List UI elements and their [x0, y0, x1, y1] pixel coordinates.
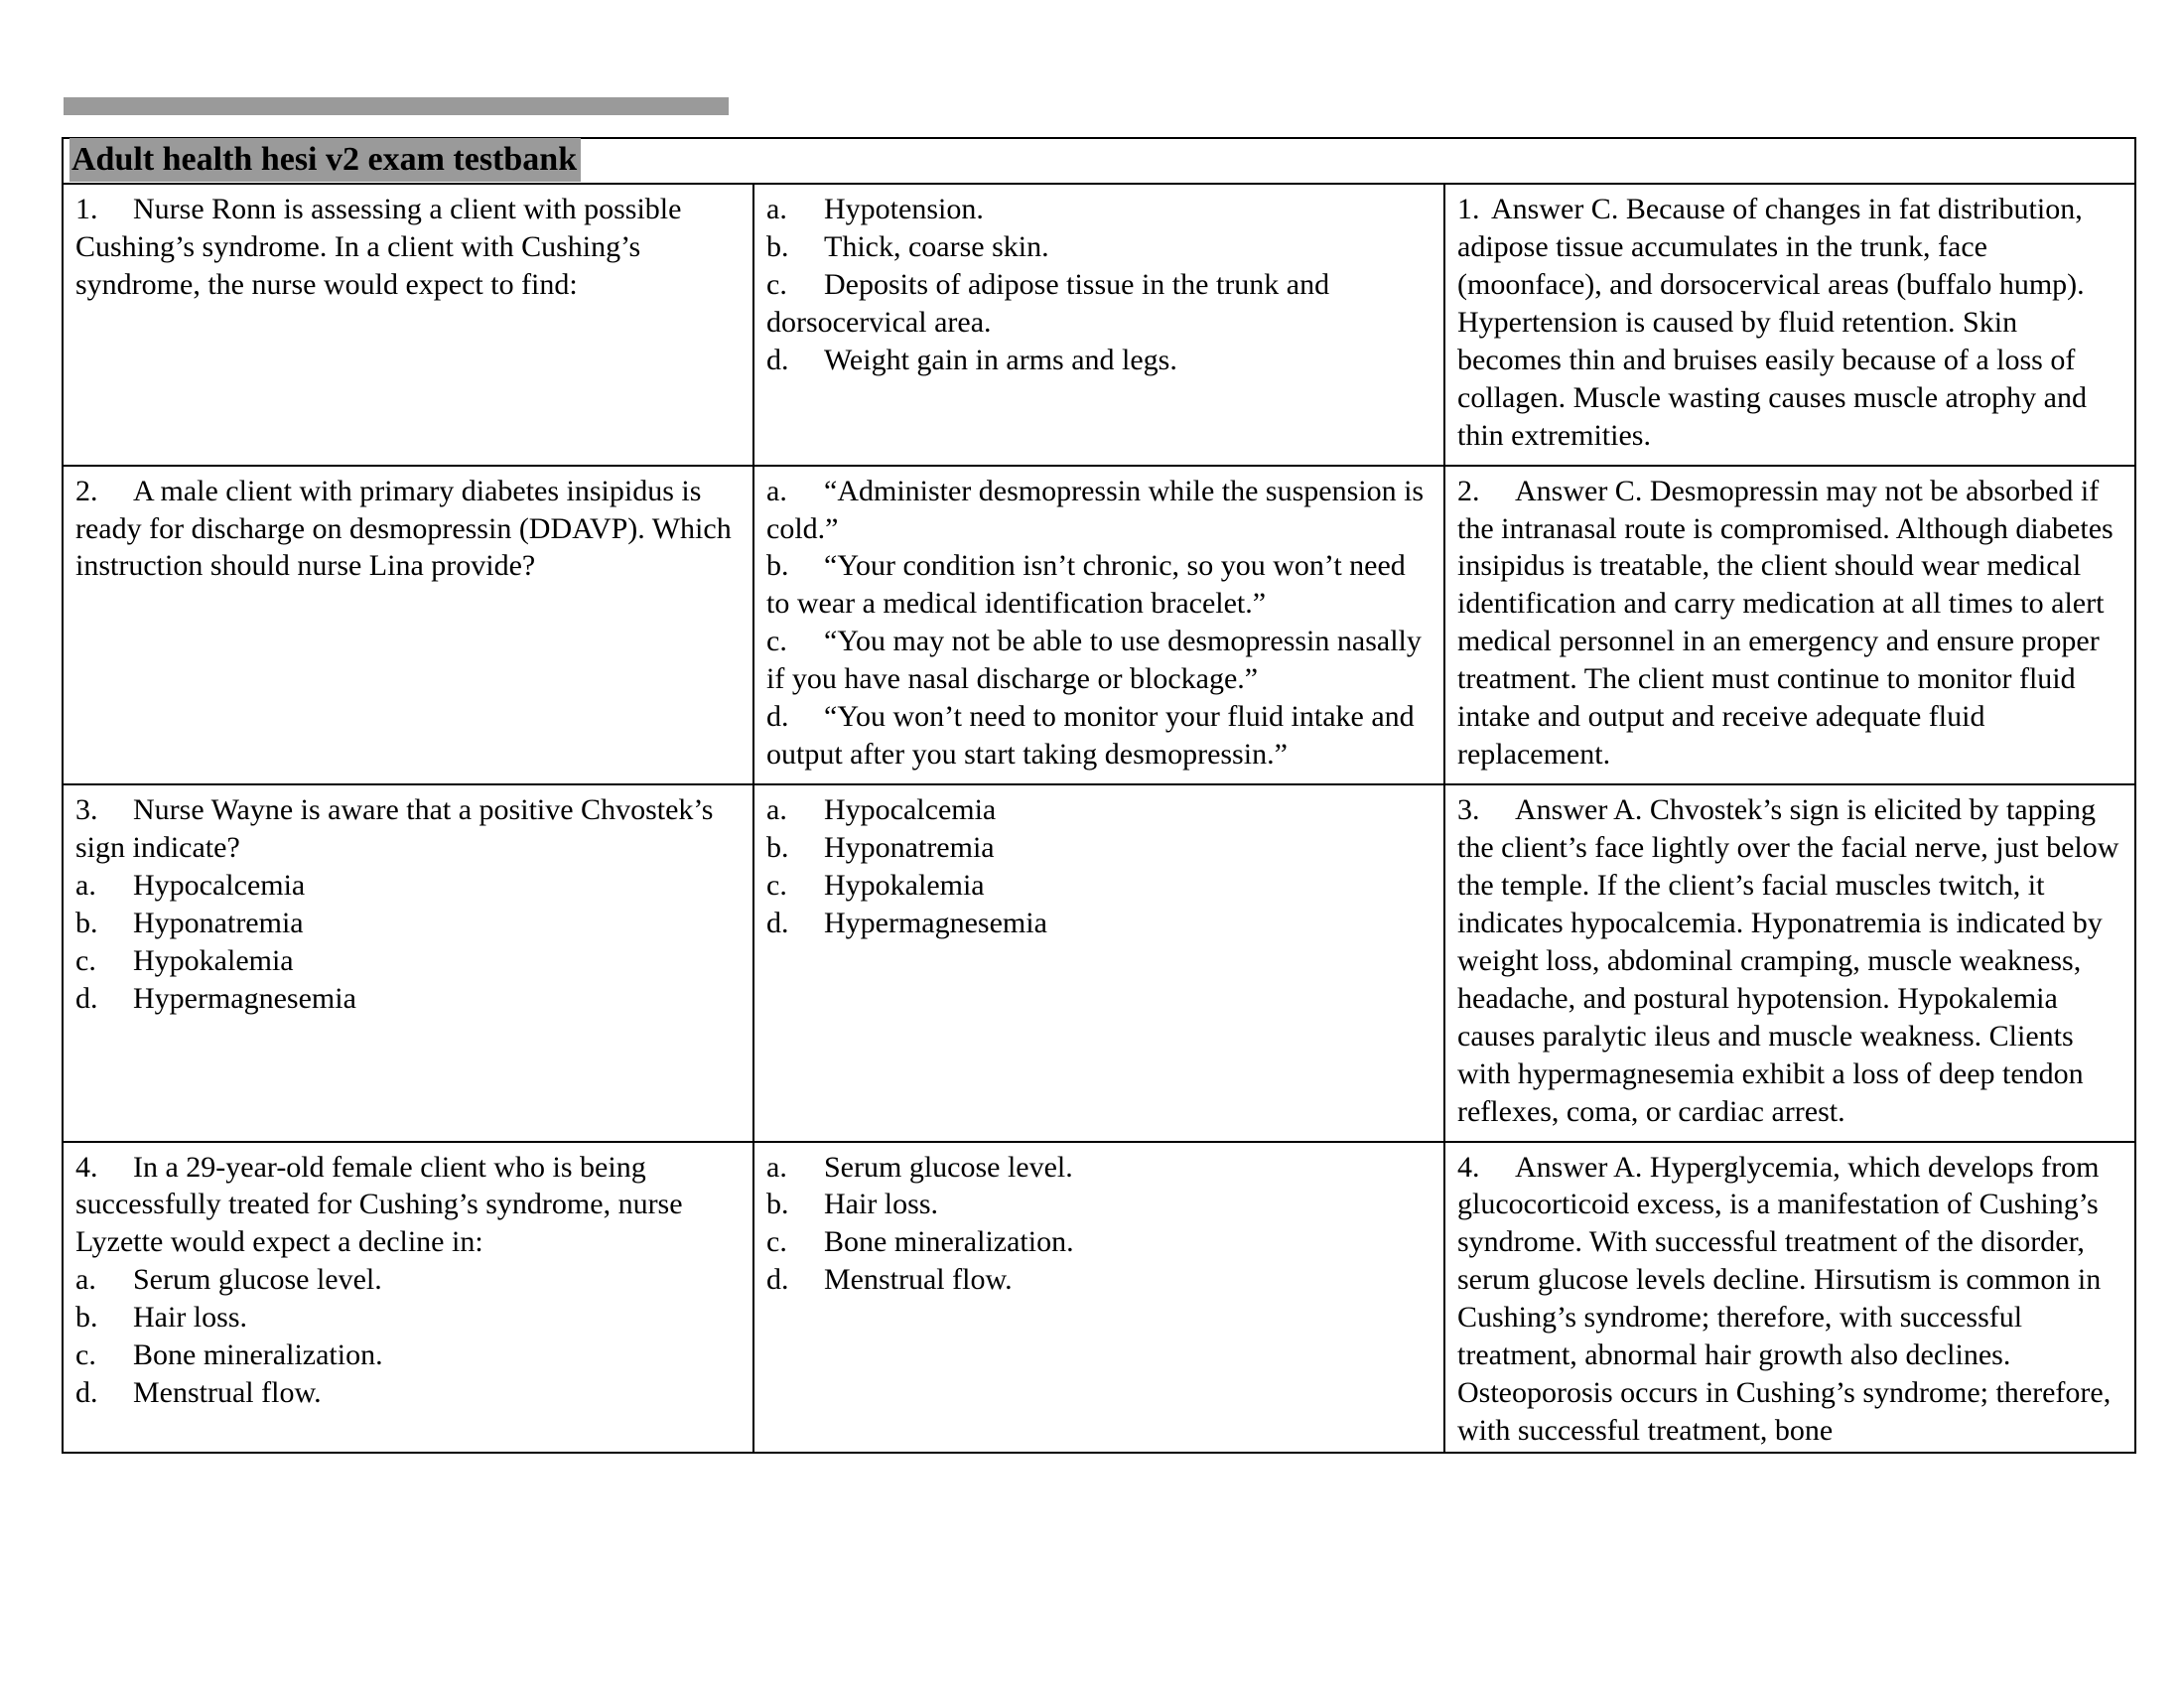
question-cell [63, 184, 753, 466]
question-stem [75, 473, 743, 586]
option-item [766, 698, 1433, 774]
title-cell [63, 138, 2135, 184]
question-cell [63, 466, 753, 785]
table-title-row [63, 138, 2135, 184]
title-highlight-bar [64, 97, 729, 115]
exam-question-table [62, 137, 2136, 1454]
answer-text: Answer C. Desmopressin may not be absorbed if the intranasal route is compromised. Although diabetes insipidus is treatable, the client should wear medical identification and carry medication at all times to alert medical personnel in an emergency and ensure proper treatment. The client must continue to monitor fluid intake and output and receive adequate fluid replacement. [1457, 474, 2114, 772]
option-letter: c. [766, 868, 787, 902]
answer-rationale [1457, 791, 2124, 1130]
option-text: Hypokalemia [824, 868, 985, 902]
option-letter: c. [766, 1225, 787, 1259]
question-stem [75, 1149, 743, 1262]
option-letter: d. [766, 906, 789, 939]
option-item [766, 228, 1433, 266]
option-text: Hair loss. [824, 1188, 938, 1221]
option-letter: b. [766, 831, 789, 864]
option-letter: c. [75, 1338, 96, 1372]
option-text: Hyponatremia [133, 906, 304, 939]
option-item [766, 473, 1433, 548]
answer-number: 1. [1457, 193, 1480, 225]
option-text: Thick, coarse skin. [824, 229, 1049, 263]
option-text: “You won’t need to monitor your fluid intake and output after you start taking desmopressin.” [766, 700, 1415, 772]
options-cell [753, 184, 1444, 466]
option-item [766, 829, 1433, 867]
option-letter: b. [75, 906, 98, 939]
question-inline-option [75, 1299, 743, 1336]
option-text: Menstrual flow. [133, 1376, 322, 1410]
answer-rationale [1457, 1149, 2124, 1451]
page-title: Adult health hesi v2 exam testbank [69, 138, 581, 182]
option-letter: a. [766, 1150, 787, 1184]
option-item [766, 905, 1433, 942]
options-cell [753, 466, 1444, 785]
option-letter: b. [766, 229, 789, 263]
question-number: 2. [75, 474, 98, 507]
option-letter: d. [766, 343, 789, 376]
question-number: 1. [75, 193, 98, 225]
option-letter: a. [766, 793, 787, 827]
option-item [766, 623, 1433, 698]
question-inline-option [75, 1261, 743, 1299]
option-letter: c. [766, 267, 787, 301]
option-text: Deposits of adipose tissue in the trunk and dorsocervical area. [766, 267, 1330, 339]
option-item [766, 191, 1433, 228]
question-cell [63, 1142, 753, 1454]
question-stem [75, 191, 743, 304]
question-number: 4. [75, 1150, 98, 1184]
question-text: Nurse Ronn is assessing a client with possible Cushing’s syndrome. In a client with Cushing’s syndrome, the nurse would expect to find: [75, 193, 682, 301]
title-band [62, 97, 2136, 137]
question-inline-option [75, 942, 743, 980]
option-text: Hypocalcemia [824, 793, 997, 827]
option-letter: d. [75, 981, 98, 1015]
table-row [63, 784, 2135, 1141]
option-item [766, 547, 1433, 623]
option-letter: d. [75, 1376, 98, 1410]
question-number: 3. [75, 793, 98, 827]
option-text: Hair loss. [133, 1301, 247, 1335]
option-text: “Your condition isn’t chronic, so you won’t need to wear a medical identification bracelet.” [766, 549, 1406, 621]
option-letter: b. [766, 549, 789, 583]
question-inline-option [75, 980, 743, 1018]
option-text: “You may not be able to use desmopressin nasally if you have nasal discharge or blockage.” [766, 625, 1422, 696]
table-row [63, 1142, 2135, 1454]
option-item [766, 1223, 1433, 1261]
answer-text: Answer A. Hyperglycemia, which develops from glucocorticoid excess, is a manifestation of Cushing’s syndrome. With successful treatment of the disorder, serum glucose levels decline. Hirsutism is common in Cushing’s syndrome; therefore, with successful treatment, abnormal hair growth also declines. Osteoporosis occurs in Cushing’s syndrome; therefore, with successful treatment, bone [1457, 1150, 2112, 1448]
option-text: “Administer desmopressin while the suspension is cold.” [766, 474, 1425, 545]
question-inline-option [75, 1374, 743, 1412]
option-letter: b. [75, 1301, 98, 1335]
answer-number: 2. [1457, 474, 1480, 507]
option-text: Bone mineralization. [133, 1338, 383, 1372]
answer-cell [1444, 184, 2135, 466]
option-text: Hypermagnesemia [824, 906, 1047, 939]
answer-cell [1444, 784, 2135, 1141]
answer-cell [1444, 466, 2135, 785]
option-letter: c. [75, 943, 96, 977]
option-item [766, 867, 1433, 905]
option-letter: d. [766, 1263, 789, 1297]
option-text: Weight gain in arms and legs. [824, 343, 1177, 376]
option-item [766, 1261, 1433, 1299]
option-item [766, 342, 1433, 379]
table-row [63, 466, 2135, 785]
option-letter: b. [766, 1188, 789, 1221]
option-text: Hypermagnesemia [133, 981, 356, 1015]
option-text: Menstrual flow. [824, 1263, 1013, 1297]
answer-text: Answer C. Because of changes in fat distribution, adipose tissue accumulates in the trunk, face (moonface), and dorsocervical areas (buffalo hump). Hypertension is caused by fluid retention. Skin becomes thin and bruises easily because of a loss of collagen. Muscle wasting causes muscle atrophy and thin extremities. [1457, 193, 2087, 452]
option-letter: a. [75, 868, 96, 902]
option-letter: c. [766, 625, 787, 658]
option-item [766, 1186, 1433, 1223]
exam-testbank-document [62, 97, 2136, 1454]
answer-rationale [1457, 191, 2124, 455]
table-row [63, 184, 2135, 466]
question-text: Nurse Wayne is aware that a positive Chvostek’s sign indicate? [75, 793, 714, 864]
question-inline-option [75, 1336, 743, 1374]
option-letter: a. [766, 474, 787, 507]
option-text: Bone mineralization. [824, 1225, 1074, 1259]
options-cell [753, 784, 1444, 1141]
answer-cell [1444, 1142, 2135, 1454]
option-text: Serum glucose level. [133, 1263, 382, 1297]
option-letter: d. [766, 700, 789, 734]
option-item [766, 266, 1433, 342]
answer-rationale [1457, 473, 2124, 774]
option-text: Hypokalemia [133, 943, 294, 977]
option-letter: a. [75, 1263, 96, 1297]
option-text: Serum glucose level. [824, 1150, 1073, 1184]
option-text: Hypocalcemia [133, 868, 306, 902]
question-stem [75, 791, 743, 867]
question-cell [63, 784, 753, 1141]
option-item [766, 1149, 1433, 1187]
question-inline-option [75, 867, 743, 905]
answer-text: Answer A. Chvostek’s sign is elicited by tapping the client’s face lightly over the facial nerve, just below the temple. If the client’s facial muscles twitch, it indicates hypocalcemia. Hyponatremia is indicated by weight loss, abdominal cramping, muscle weakness, headache, and postural hypotension. Hypokalemia causes paralytic ileus and muscle weakness. Clients with hypermagnesemia exhibit a loss of deep tendon reflexes, coma, or cardiac arrest. [1457, 793, 2119, 1128]
answer-number: 3. [1457, 793, 1480, 827]
option-text: Hyponatremia [824, 831, 995, 864]
option-letter: a. [766, 193, 787, 225]
answer-number: 4. [1457, 1150, 1480, 1184]
question-text: In a 29-year-old female client who is being successfully treated for Cushing’s syndrome, nurse Lyzette would expect a decline in: [75, 1150, 683, 1259]
options-cell [753, 1142, 1444, 1454]
question-inline-option [75, 905, 743, 942]
option-text: Hypotension. [824, 193, 984, 225]
question-text: A male client with primary diabetes insipidus is ready for discharge on desmopressin (DDAVP). Which instruction should nurse Lina provide? [75, 474, 732, 583]
option-item [766, 791, 1433, 829]
